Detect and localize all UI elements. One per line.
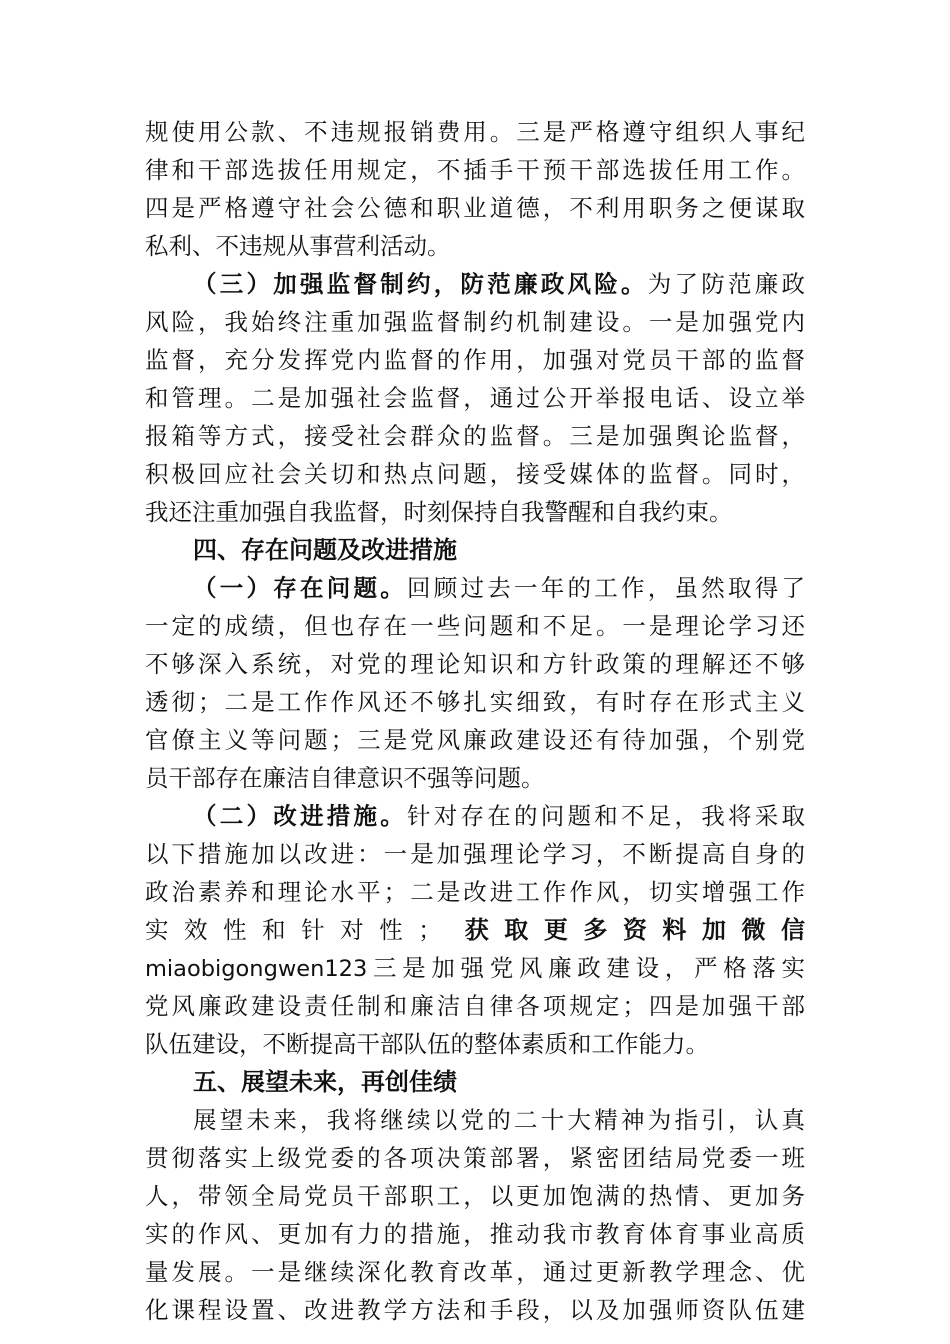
text-line: 规使用公款、不违规报销费用。三是严格遵守组织人事纪 (145, 118, 805, 146)
text-line: 党风廉政建设责任制和廉洁自律各项规定；四是加强干部 (145, 992, 805, 1020)
text-line: 化课程设置、改进教学方法和手段，以及加强师资队伍建 (145, 1296, 805, 1324)
text-line: 政治素养和理论水平；二是改进工作作风，切实增强工作 (145, 878, 805, 906)
text-line: 贯彻落实上级党委的各项决策部署，紧密团结局党委一班 (145, 1144, 805, 1172)
problems-text: 回顾过去一年的工作，虽然取得了 (407, 574, 805, 602)
text-line: 和管理。二是加强社会监督，通过公开举报电话、设立举 (145, 384, 805, 412)
text-line: 私利、不违规从事营利活动。 (145, 232, 451, 260)
document-page (145, 113, 805, 1329)
text-line: 透彻；二是工作作风还不够扎实细致，有时存在形式主义 (145, 688, 805, 716)
text-line: 员干部存在廉洁自律意识不强等问题。 (145, 764, 545, 792)
measures-text: 针对存在的问题和不足，我将采取 (407, 802, 805, 830)
text-line: 风险，我始终注重加强监督制约机制建设。一是加强党内 (145, 308, 805, 336)
section-3-first-line (145, 265, 805, 303)
problems-lead: （一）存在问题。 (193, 574, 407, 602)
text-line: 四是严格遵守社会公德和职业道德，不利用职务之便谋取 (145, 194, 805, 222)
text-line: 一定的成绩，但也存在一些问题和不足。一是理论学习还 (145, 612, 805, 640)
ad-line-2 (145, 949, 805, 987)
text-line: 我还注重加强自我监督，时刻保持自我警醒和自我约束。 (145, 498, 733, 526)
text-line: 监督，充分发挥党内监督的作用，加强对党员干部的监督 (145, 346, 805, 374)
text-line: 以下措施加以改进：一是加强理论学习，不断提高自身的 (145, 840, 805, 868)
text-line: 官僚主义等问题；三是党风廉政建设还有待加强，个别党 (145, 726, 805, 754)
text-span: 三是加强党风廉政建设，严格落实 (367, 954, 805, 982)
measures-first-line (145, 797, 805, 835)
measures-lead: （二）改进措施。 (193, 802, 407, 830)
heading-4: 四、存在问题及改进措施 (193, 536, 457, 564)
text-line: 实的作风、更加有力的措施，推动我市教育体育事业高质 (145, 1220, 805, 1248)
text-line: 报箱等方式，接受社会群众的监督。三是加强舆论监督， (145, 422, 805, 450)
wechat-id-text: miaobigongwen123 (145, 956, 368, 982)
wechat-ad-text: 获取更多资料加微信 (464, 916, 805, 944)
text-line: 量发展。一是继续深化教育改革，通过更新教学理念、优 (145, 1258, 805, 1286)
ad-line-1 (145, 911, 805, 949)
text-line: 积极回应社会关切和热点问题，接受媒体的监督。同时， (145, 460, 805, 488)
text-line: 展望未来，我将继续以党的二十大精神为指引，认真 (193, 1106, 805, 1134)
problems-first-line (145, 569, 805, 607)
section-3-text: 为了防范廉政 (647, 270, 805, 298)
section-3-lead: （三）加强监督制约，防范廉政风险。 (193, 270, 648, 298)
text-span: 实效性和针对性； (145, 916, 442, 944)
text-line: 不够深入系统，对党的理论知识和方针政策的理解还不够 (145, 650, 805, 678)
heading-5: 五、展望未来，再创佳绩 (193, 1068, 457, 1096)
text-line: 人，带领全局党员干部职工，以更加饱满的热情、更加务 (145, 1182, 805, 1210)
text-line: 队伍建设，不断提高干部队伍的整体素质和工作能力。 (145, 1030, 709, 1058)
text-line: 律和干部选拔任用规定，不插手干预干部选拔任用工作。 (145, 156, 805, 184)
